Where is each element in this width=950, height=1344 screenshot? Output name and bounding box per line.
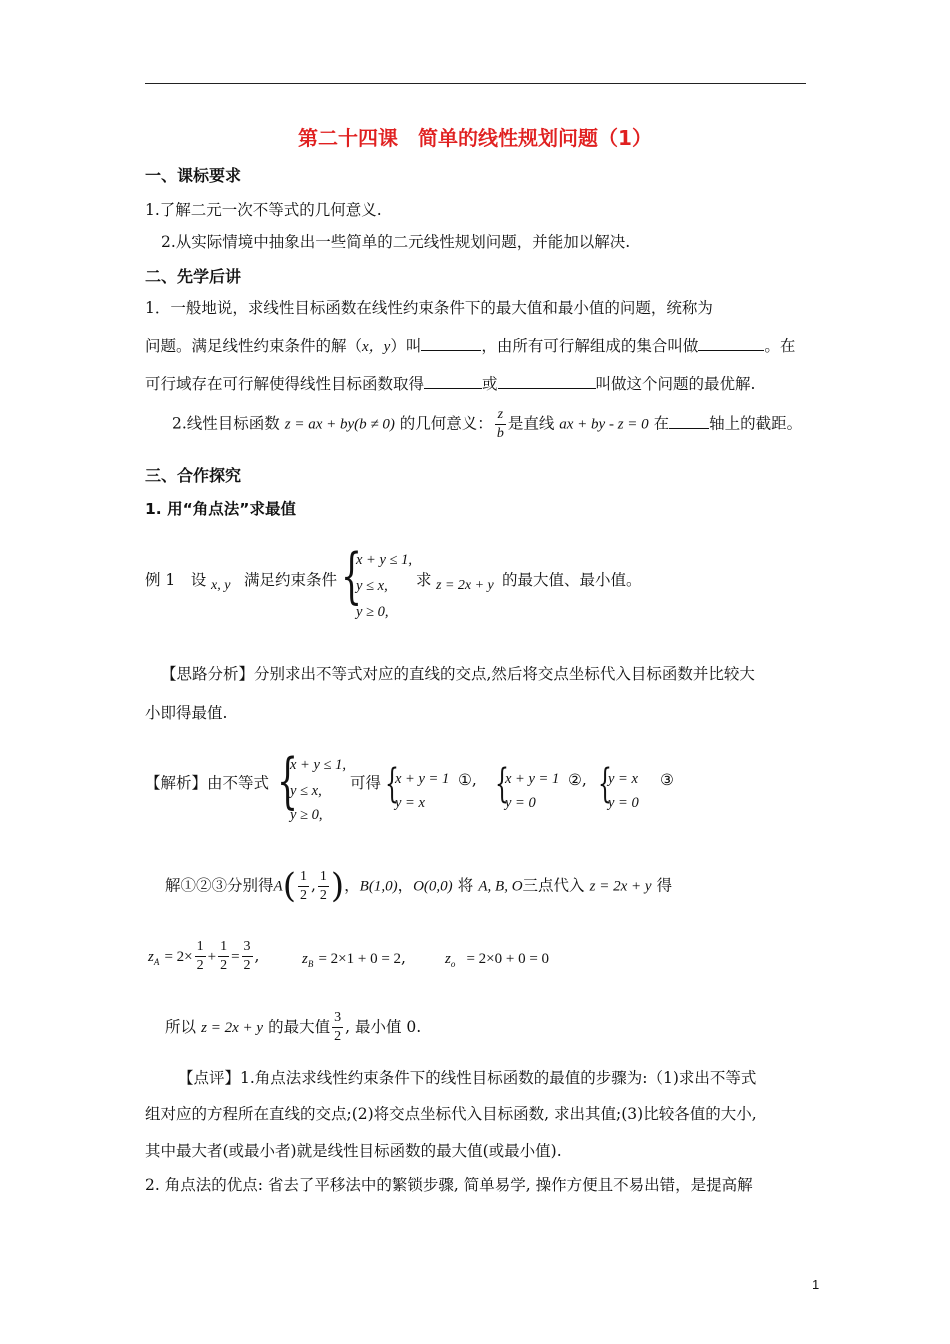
- constraint-row: y ≤ x,: [290, 783, 322, 799]
- math-objective: z = ax + by(b ≠ 0): [284, 416, 395, 433]
- math-line-equation: ax + by - z = 0: [559, 416, 649, 433]
- text-span: 。在: [764, 337, 796, 355]
- text-span: 或: [482, 375, 498, 393]
- fill-blank: [669, 414, 709, 429]
- example-label: 例 1 设: [145, 571, 207, 589]
- text-span: 的几何意义：: [399, 414, 493, 433]
- system-row: y = 0: [608, 795, 639, 811]
- brace-icon: {: [495, 761, 509, 807]
- fill-blank: [698, 336, 764, 351]
- text-span: 将: [457, 876, 474, 895]
- comment-line: 其中最大者(或最小者)就是线性目标函数的最大值(或最小值).: [145, 1142, 562, 1160]
- brace-icon: {: [598, 761, 612, 807]
- brace-icon: {: [385, 761, 399, 807]
- fraction: $\frac{1}{2}$: [220, 939, 228, 973]
- analysis-line: 小即得最值.: [145, 704, 228, 722]
- fill-blank: [424, 374, 482, 389]
- system-row: x + y = 1: [395, 771, 450, 787]
- text-span: 叫做这个问题的最优解.: [595, 375, 756, 393]
- paragraph-line: [172, 408, 802, 441]
- example-objective: z = 2x + y: [436, 578, 494, 593]
- math-objective: z = 2x + y: [589, 878, 652, 895]
- example-vars: x, y: [211, 578, 231, 593]
- fraction: $\frac{1}{2}$: [319, 868, 327, 903]
- constraint-row: y ≥ 0,: [290, 807, 323, 823]
- z-value-o: $z_o = 2\times 0 + 0 = 0$: [445, 951, 550, 970]
- requirement-item: 2.从实际情境中抽象出一些简单的二元线性规划问题，并能加以解决.: [161, 233, 631, 251]
- text-span: 是直线: [507, 414, 555, 433]
- circle-mark: ③: [660, 771, 674, 789]
- analysis-line: 【思路分析】分别求出不等式对应的直线的交点,然后将交点坐标代入目标函数并比较大: [161, 665, 755, 683]
- point-a: A: [273, 878, 283, 895]
- fraction: $\frac{3}{2}$: [334, 1010, 342, 1044]
- z-value-b: $z_B = 2\times 1 + 0 = 2$,: [302, 949, 406, 970]
- page-number: 1: [812, 1277, 820, 1292]
- z-value-a: $z_A = 2\times$ $\frac{1}{2}$ + $\frac{1}{2}$ = $\frac{3}{2}$ ,: [148, 939, 260, 973]
- text-span: 得: [656, 876, 673, 895]
- circle-mark: ②,: [568, 771, 587, 789]
- text-span: 的最大值、最小值。: [502, 571, 642, 589]
- fraction: $\frac{1}{2}$: [196, 939, 204, 973]
- text-span: 在: [653, 414, 670, 433]
- text-span: 问题。满足线性约束条件的解（: [145, 337, 363, 355]
- paren-icon: ): [330, 866, 345, 906]
- brace-icon: {: [341, 541, 363, 611]
- brace-icon: {: [277, 746, 299, 816]
- text-span: 可得: [350, 774, 382, 792]
- fraction: $\frac{3}{2}$: [243, 939, 251, 973]
- constraint-row: y ≥ 0,: [356, 604, 389, 620]
- section-heading-explore: 三、合作探究: [145, 466, 242, 485]
- section-heading-requirements: 一、课标要求: [145, 166, 242, 185]
- system-row: y = x: [608, 771, 638, 787]
- fraction: $\frac{1}{2}$: [299, 868, 307, 903]
- circle-mark: ①,: [458, 771, 477, 789]
- fill-blank: [421, 336, 481, 351]
- constraint-row: x + y ≤ 1,: [356, 552, 412, 568]
- subsection-heading: 1. 用“角点法”求最值: [145, 500, 296, 518]
- text-span: ）叫: [390, 337, 422, 355]
- page-title: 第二十四课 简单的线性规划问题（1）: [298, 126, 652, 150]
- system-row: y = 0: [505, 795, 536, 811]
- point-names: A, B, O: [478, 878, 523, 895]
- system-row: x + y = 1: [505, 771, 560, 787]
- point-b: B(1,0): [359, 878, 398, 895]
- fill-blank: [498, 374, 596, 389]
- solution-label: 【解析】由不等式: [145, 774, 270, 792]
- comment-line: 组对应的方程所在直线的交点;(2)将交点坐标代入目标函数, 求出其值;(3)比较各值的大小,: [145, 1105, 757, 1123]
- constraint-row: y ≤ x,: [356, 578, 388, 594]
- requirement-item: 1.了解二元一次不等式的几何意义.: [145, 201, 382, 219]
- section-heading-prelearn: 二、先学后讲: [145, 267, 242, 286]
- advantage-line: 2. 角点法的优点: 省去了平移法中的繁锁步骤, 简单易学, 操作方便且不易出错，是提高解: [145, 1176, 753, 1194]
- header-rule: [145, 83, 806, 84]
- system-row: y = x: [395, 795, 425, 811]
- fraction-z-over-b: $\frac{z}{b}$: [496, 407, 504, 441]
- paragraph-line: 1．一般地说，求线性目标函数在线性约束条件下的最大值和最小值的问题，统称为: [145, 299, 713, 317]
- comment-line: 【点评】1.角点法求线性约束条件下的线性目标函数的最值的步骤为:（1)求出不等式: [178, 1069, 757, 1087]
- points-line: 解①②③分别得A( $\frac{1}{2}$ , $\frac{1}{2}$ )，B(1,0)，O(0,0) 将 A, B, O三点代入 z = 2x + y 得: [165, 866, 673, 906]
- text-span: 三点代入: [522, 876, 585, 895]
- math-xy: x，y: [362, 339, 391, 355]
- text-span: 2.线性目标函数: [172, 414, 280, 433]
- text-span: 解①②③分别得: [165, 876, 274, 895]
- text-span: 求: [416, 571, 432, 589]
- text-span: ，由所有可行解组成的集合叫做: [481, 337, 699, 355]
- constraint-row: x + y ≤ 1,: [290, 757, 346, 773]
- text-span: 可行域存在可行解使得线性目标函数取得: [145, 375, 425, 393]
- conclusion-line: 所以 z = 2x + y 的最大值 $\frac{3}{2}$ , 最小值 0.: [165, 1010, 422, 1044]
- point-o: O(0,0): [413, 878, 453, 895]
- text-span: 满足约束条件: [244, 571, 338, 589]
- text-span: 轴上的截距。: [709, 414, 803, 433]
- paren-icon: (: [282, 866, 296, 906]
- paragraph-line: [145, 372, 755, 394]
- paragraph-line: [145, 334, 795, 356]
